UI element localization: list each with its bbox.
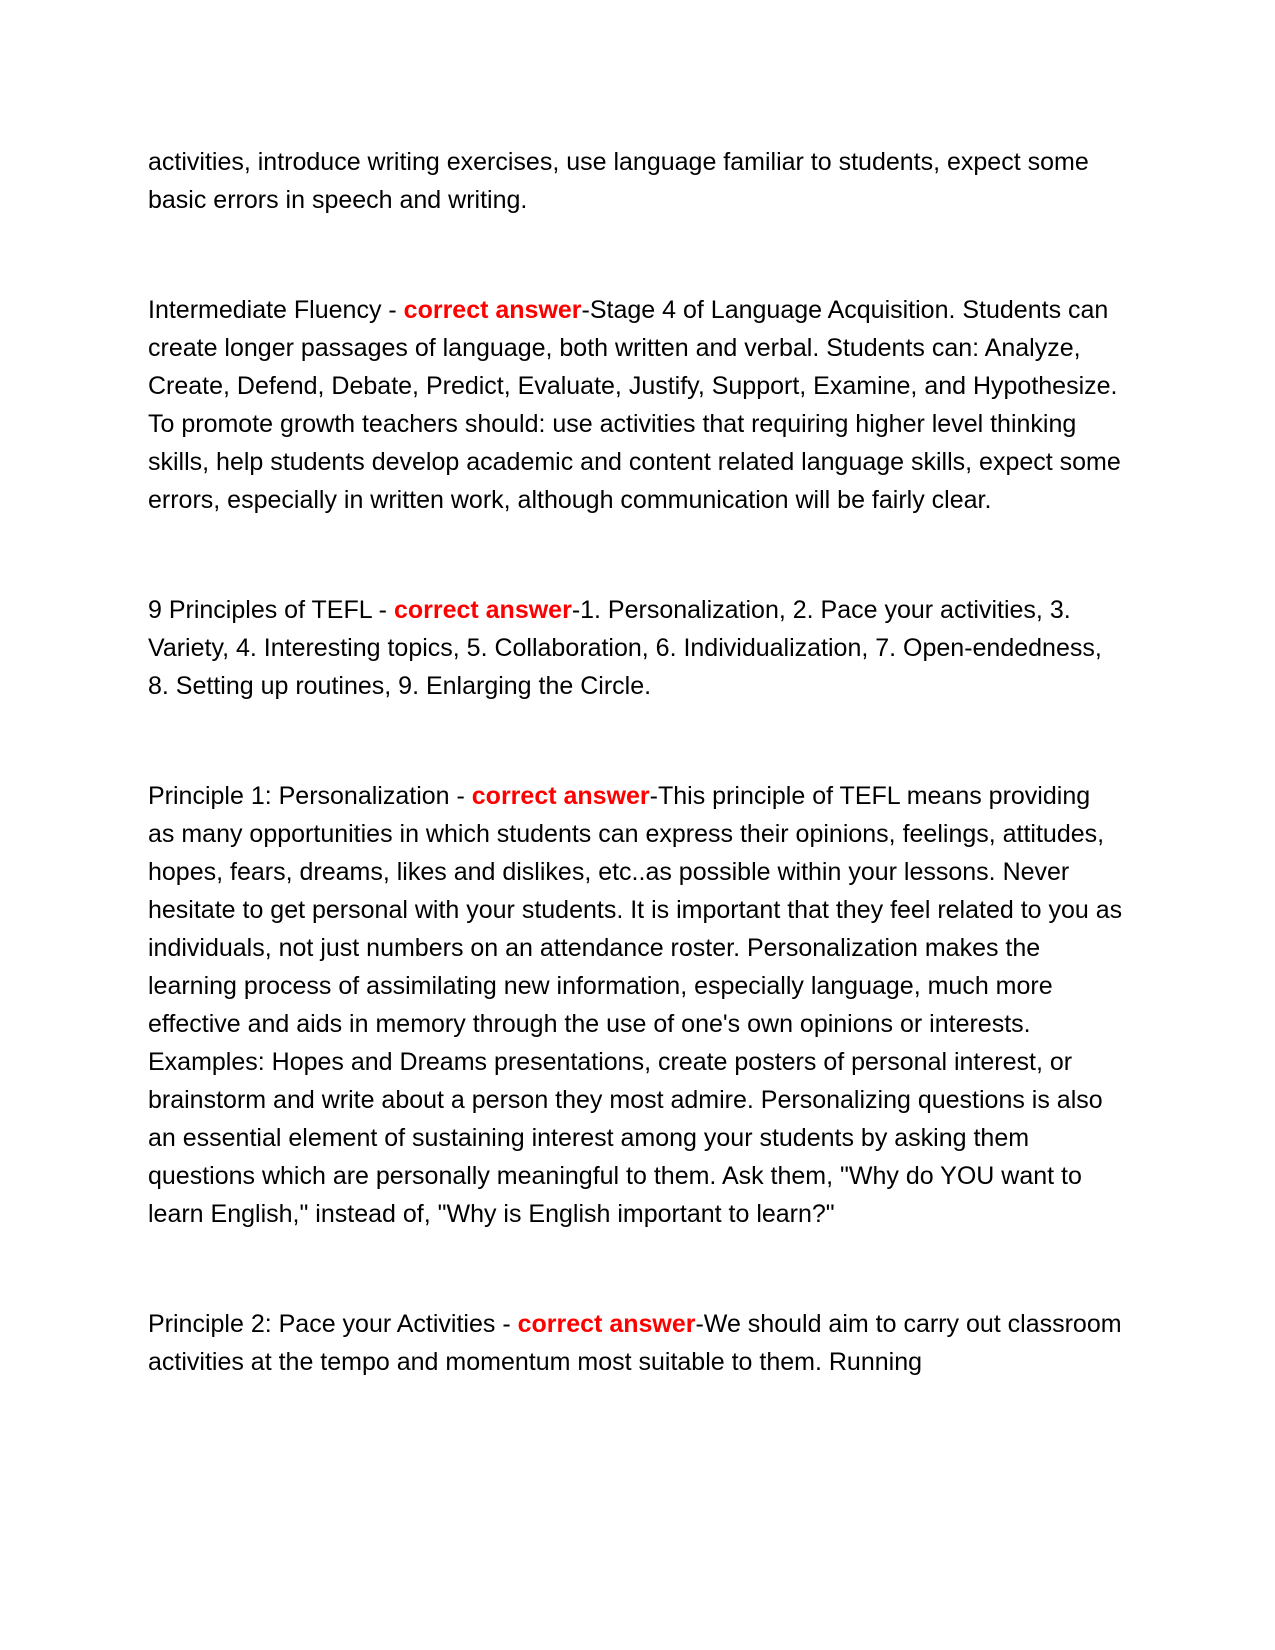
separator: - <box>495 1310 518 1338</box>
separator: - <box>381 296 404 324</box>
paragraph-intermediate-fluency <box>148 291 1123 519</box>
term: 9 Principles of TEFL <box>148 596 372 624</box>
separator: - <box>371 596 394 624</box>
paragraph-body: activities, introduce writing exercises, use language familiar to students, expect some basic errors in speech and writing. <box>148 148 1089 214</box>
paragraph-body: -Stage 4 of Language Acquisition. Students can create longer passages of language, both written and verbal. Students can: Analyze, Create, Defend, Debate, Predict, Evaluate, Justify, Support, Examine, and Hypothesize. To promote growth teachers should: use activities that requiring higher level thinking skills, help students develop academic and content related language skills, expect some errors, especially in written work, although communication will be fairly clear. <box>148 296 1121 514</box>
term: Intermediate Fluency <box>148 296 382 324</box>
correct-answer-label: correct answer <box>471 782 650 810</box>
paragraph-principle-1 <box>148 777 1123 1233</box>
paragraph-body: -This principle of TEFL means providing as many opportunities in which students can express their opinions, feelings, attitudes, hopes, fears, dreams, likes and dislikes, etc..as possible within your lessons. Never hesitate to get personal with your students. It is important that they feel related to you as individuals, not just numbers on an attendance roster. Personalization makes the learning process of assimilating new information, especially language, much more effective and aids in memory through the use of one's own opinions or interests. Examples: Hopes and Dreams presentations, create posters of personal interest, or brainstorm and write about a person they most admire. Personalizing questions is also an essential element of sustaining interest among your students by asking them questions which are personally meaningful to them. Ask them, "Why do YOU want to learn English," instead of, "Why is English important to learn?" <box>148 782 1123 1228</box>
paragraph-continuation <box>148 143 1123 219</box>
correct-answer-label: correct answer <box>403 296 582 324</box>
paragraph-body: -We should aim to carry out classroom activities at the tempo and momentum most suitable to them. Running <box>148 1310 1122 1376</box>
document-body <box>148 143 1123 1453</box>
paragraph-principle-2 <box>148 1305 1123 1381</box>
term: Principle 1: Personalization <box>148 782 450 810</box>
separator: - <box>449 782 472 810</box>
paragraph-body: -1. Personalization, 2. Pace your activities, 3. Variety, 4. Interesting topics, 5. Collaboration, 6. Individualization, 7. Open-endedness, 8. Setting up routines, 9. Enlarging the Circle. <box>148 596 1102 700</box>
correct-answer-label: correct answer <box>393 596 572 624</box>
correct-answer-label: correct answer <box>517 1310 696 1338</box>
paragraph-9-principles <box>148 591 1123 705</box>
term: Principle 2: Pace your Activities <box>148 1310 496 1338</box>
